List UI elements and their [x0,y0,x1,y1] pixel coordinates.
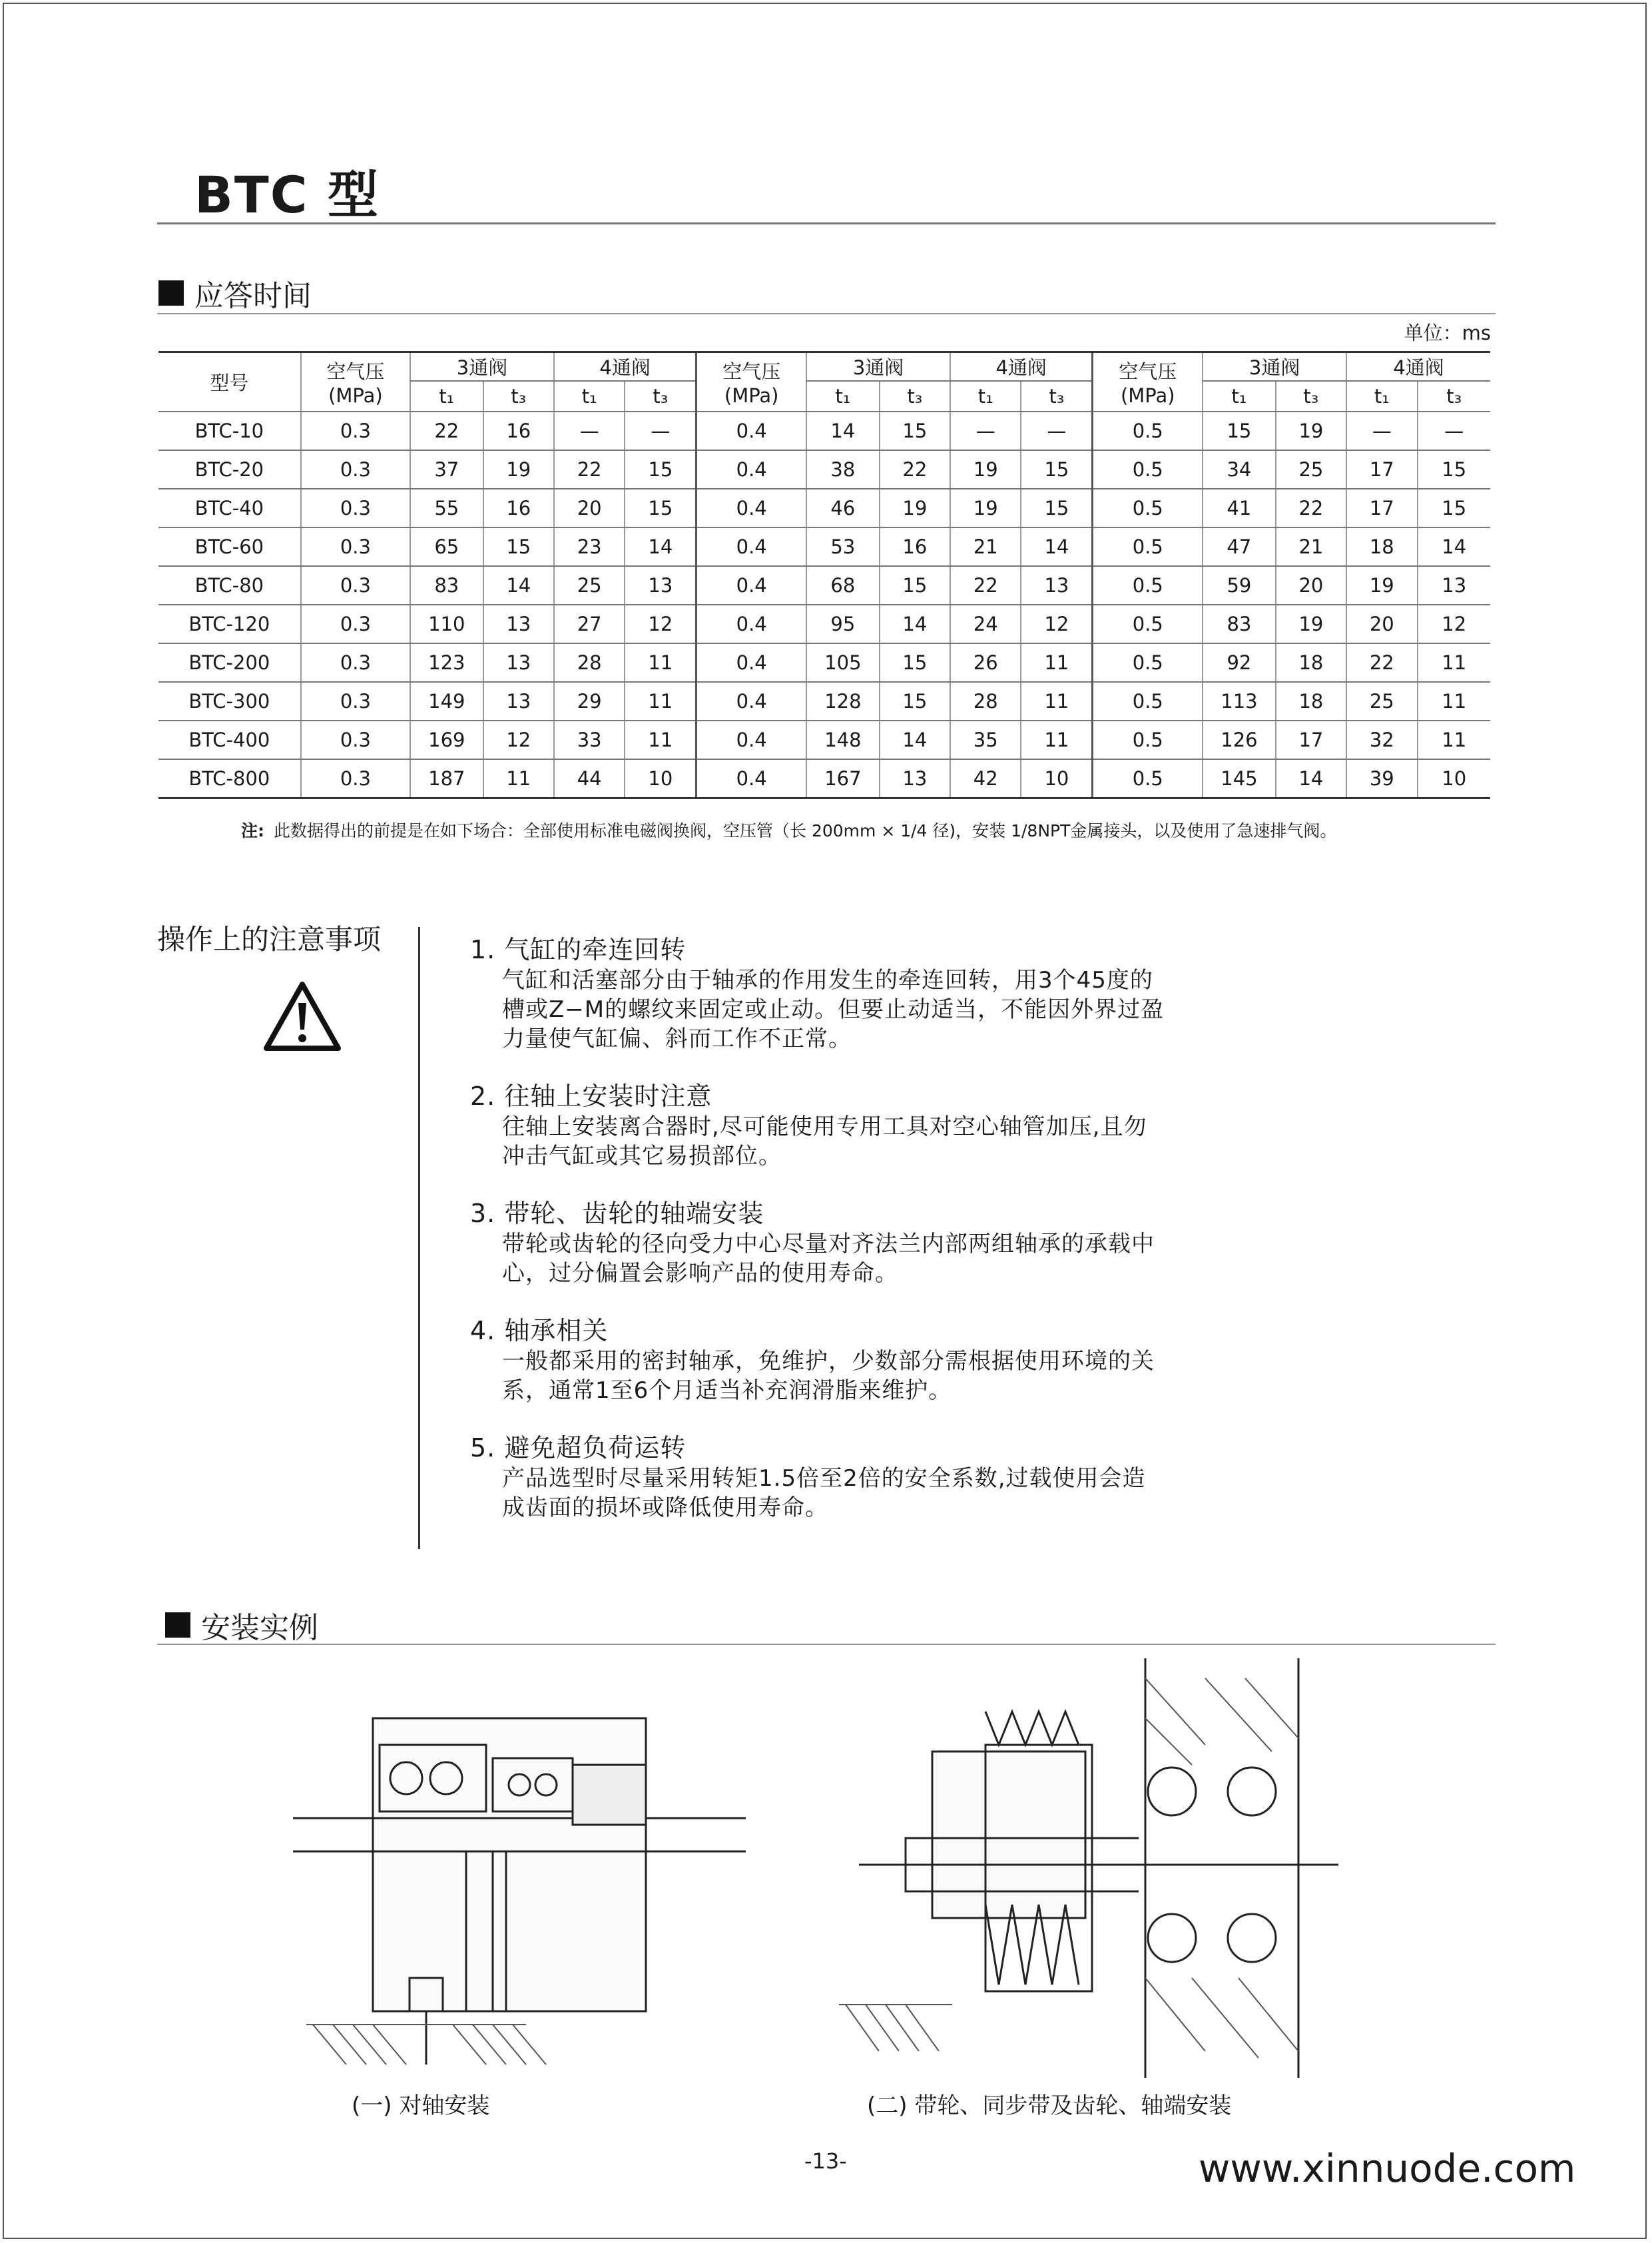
value-cell: — [950,412,1021,450]
value-cell: 15 [880,412,950,450]
value-cell: 37 [410,450,483,489]
value-cell: 15 [880,566,950,605]
value-cell: 0.5 [1093,566,1203,605]
list-item [470,1080,1296,1171]
value-cell: 41 [1203,489,1276,527]
value-cell: 14 [483,566,554,605]
install-rule [157,1644,1496,1645]
value-cell: 44 [554,759,625,799]
table-header-row [158,352,1490,382]
header-t3: t₃ [1276,381,1346,412]
header-4way-1: 4通阀 [554,352,696,382]
header-t1: t₁ [410,381,483,412]
value-cell: 10 [625,759,696,799]
value-cell: 105 [806,643,880,682]
value-cell: 13 [625,566,696,605]
header-3way-2: 3通阀 [806,352,950,382]
value-cell: 15 [1021,450,1092,489]
value-cell: 20 [1346,605,1417,643]
response-section-heading [158,272,312,314]
value-cell: — [625,412,696,450]
table-note [241,818,1336,842]
value-cell: 14 [1021,527,1092,566]
header-4way-2: 4通阀 [950,352,1093,382]
value-cell: 22 [880,450,950,489]
value-cell: 10 [1418,759,1490,799]
value-cell: 167 [806,759,880,799]
item-title: 2. 往轴上安装时注意 [470,1082,712,1111]
item-line: 心，过分偏置会影响产品的使用寿命。 [502,1260,898,1287]
table-row [158,412,1490,450]
table-body [158,412,1490,799]
value-cell: 22 [554,450,625,489]
item-line: 槽或Z−M的螺纹来固定或止动。但要止动适当，不能因外界过盈 [502,996,1165,1023]
value-cell: 128 [806,682,880,721]
value-cell: 11 [625,682,696,721]
table-row [158,759,1490,799]
header-t3: t₃ [880,381,950,412]
table-row [158,489,1490,527]
value-cell: 14 [1418,527,1490,566]
model-cell: BTC-300 [158,682,301,721]
shaft-install-diagram [293,1692,759,2078]
item-title: 4. 轴承相关 [470,1316,609,1345]
value-cell: 0.4 [696,605,806,643]
list-item [470,1315,1296,1405]
value-cell: 65 [410,527,483,566]
value-cell: 19 [483,450,554,489]
model-cell: BTC-20 [158,450,301,489]
header-t1: t₁ [1203,381,1276,412]
value-cell: 13 [880,759,950,799]
value-cell: 23 [554,527,625,566]
value-cell: 169 [410,721,483,759]
table-row [158,682,1490,721]
page-number: -13- [804,2148,847,2174]
warning-icon [261,979,344,1054]
value-cell: 68 [806,566,880,605]
value-cell: 0.5 [1093,450,1203,489]
list-item [470,934,1296,1054]
value-cell: 0.4 [696,759,806,799]
model-cell: BTC-400 [158,721,301,759]
header-t1: t₁ [554,381,625,412]
table-row [158,643,1490,682]
page-title: BTC 型 [194,165,380,224]
value-cell: 16 [483,489,554,527]
value-cell: 0.4 [696,682,806,721]
item-title: 5. 避免超负荷运转 [470,1433,687,1462]
model-cell: BTC-10 [158,412,301,450]
item-line: 气缸和活塞部分由于轴承的作用发生的牵连回转，用3个45度的 [502,967,1153,994]
header-t3: t₃ [1418,381,1490,412]
value-cell: — [1346,412,1417,450]
value-cell: 12 [483,721,554,759]
value-cell: 15 [880,643,950,682]
note-label: 注: [241,821,264,840]
value-cell: 11 [1418,682,1490,721]
value-cell: 14 [625,527,696,566]
value-cell: 14 [880,605,950,643]
unit-label: 单位：ms [1404,322,1491,344]
value-cell: 28 [554,643,625,682]
value-cell: 24 [950,605,1021,643]
value-cell: 0.3 [301,759,410,799]
install-heading-text: 安装实例 [201,1611,318,1645]
value-cell: 0.5 [1093,721,1203,759]
pulley-install-diagram [832,1652,1338,2078]
value-cell: 18 [1346,527,1417,566]
value-cell: 12 [1021,605,1092,643]
header-t1: t₁ [1346,381,1417,412]
value-cell: 12 [1418,605,1490,643]
header-air-pressure-3: 空气压 (MPa) [1093,352,1203,412]
value-cell: 110 [410,605,483,643]
value-cell: 11 [483,759,554,799]
item-line: 一般都采用的密封轴承，免维护，少数部分需根据使用环境的关 [502,1348,1155,1375]
value-cell: 0.3 [301,489,410,527]
section-square-icon [165,1612,190,1638]
value-cell: 14 [806,412,880,450]
item-title: 1. 气缸的牵连回转 [470,935,687,964]
value-cell: 21 [950,527,1021,566]
value-cell: 59 [1203,566,1276,605]
list-item [470,1197,1296,1288]
header-t3: t₃ [625,381,696,412]
value-cell: 11 [1021,643,1092,682]
table-row [158,605,1490,643]
value-cell: 0.5 [1093,489,1203,527]
value-cell: 15 [880,682,950,721]
note-text: 此数据得出的前提是在如下场合：全部使用标准电磁阀换阀，空压管（长 200mm × 1/4 径)，安装 1/8NPT金属接头，以及使用了急速排气阀。 [274,821,1337,840]
response-time-table [158,351,1490,799]
value-cell: 16 [880,527,950,566]
model-cell: BTC-200 [158,643,301,682]
value-cell: 16 [483,412,554,450]
value-cell: 19 [1276,605,1346,643]
item-line: 往轴上安装离合器时,尽可能使用专用工具对空心轴管加压,且勿 [502,1114,1147,1140]
value-cell: 145 [1203,759,1276,799]
value-cell: 15 [625,450,696,489]
model-cell: BTC-800 [158,759,301,799]
value-cell: 20 [554,489,625,527]
value-cell: 25 [1276,450,1346,489]
item-line: 力量使气缸偏、斜而工作不正常。 [502,1026,852,1052]
value-cell: 19 [1276,412,1346,450]
operation-divider [418,927,420,1549]
item-line: 产品选型时尽量采用转矩1.5倍至2倍的安全系数,过载使用会造 [502,1465,1146,1492]
list-item [470,1432,1296,1522]
section-square-icon [158,280,184,306]
value-cell: 55 [410,489,483,527]
value-cell: 15 [1418,450,1490,489]
value-cell: 20 [1276,566,1346,605]
value-cell: 17 [1276,721,1346,759]
value-cell: 187 [410,759,483,799]
operation-list [470,934,1296,1549]
value-cell: 17 [1346,489,1417,527]
value-cell: 13 [483,605,554,643]
value-cell: 0.3 [301,721,410,759]
value-cell: 83 [410,566,483,605]
value-cell: 123 [410,643,483,682]
value-cell: 33 [554,721,625,759]
value-cell: 0.4 [696,527,806,566]
value-cell: 0.4 [696,489,806,527]
value-cell: 0.4 [696,450,806,489]
value-cell: 149 [410,682,483,721]
value-cell: 22 [1346,643,1417,682]
value-cell: 113 [1203,682,1276,721]
header-model: 型号 [158,352,301,412]
value-cell: 35 [950,721,1021,759]
value-cell: 25 [554,566,625,605]
value-cell: 11 [625,721,696,759]
value-cell: 17 [1346,450,1417,489]
response-rule [157,313,1496,314]
value-cell: 126 [1203,721,1276,759]
header-t1: t₁ [950,381,1021,412]
value-cell: 0.3 [301,682,410,721]
value-cell: 10 [1021,759,1092,799]
value-cell: 0.5 [1093,605,1203,643]
caption-shaft-install: (一) 对轴安装 [352,2092,490,2119]
value-cell: 21 [1276,527,1346,566]
title-rule [157,222,1496,224]
value-cell: 19 [950,489,1021,527]
header-air-pressure-1: 空气压 (MPa) [301,352,410,412]
value-cell: 53 [806,527,880,566]
value-cell: 32 [1346,721,1417,759]
value-cell: 26 [950,643,1021,682]
value-cell: 0.3 [301,643,410,682]
value-cell: 34 [1203,450,1276,489]
value-cell: 18 [1276,682,1346,721]
value-cell: 92 [1203,643,1276,682]
value-cell: 19 [1346,566,1417,605]
response-heading-text: 应答时间 [194,279,312,313]
item-line: 系，通常1至6个月适当补充润滑脂来维护。 [502,1377,952,1404]
value-cell: 0.5 [1093,527,1203,566]
value-cell: 22 [410,412,483,450]
value-cell: 47 [1203,527,1276,566]
header-t1: t₁ [806,381,880,412]
value-cell: 42 [950,759,1021,799]
value-cell: 13 [1418,566,1490,605]
value-cell: 15 [1418,489,1490,527]
value-cell: 11 [1021,682,1092,721]
value-cell: 11 [625,643,696,682]
model-cell: BTC-120 [158,605,301,643]
value-cell: 13 [1021,566,1092,605]
value-cell: 15 [1203,412,1276,450]
caption-pulley-install: (二) 带轮、同步带及齿轮、轴端安装 [867,2092,1232,2119]
item-line: 带轮或齿轮的径向受力中心尽量对齐法兰内部两组轴承的承载中 [502,1231,1155,1257]
value-cell: 148 [806,721,880,759]
value-cell: 12 [625,605,696,643]
value-cell: 11 [1021,721,1092,759]
model-cell: BTC-60 [158,527,301,566]
value-cell: 0.4 [696,412,806,450]
value-cell: 0.4 [696,643,806,682]
table-row [158,721,1490,759]
header-4way-3: 4通阀 [1346,352,1490,382]
value-cell: 14 [1276,759,1346,799]
value-cell: 0.3 [301,412,410,450]
value-cell: 11 [1418,721,1490,759]
value-cell: 95 [806,605,880,643]
value-cell: 15 [483,527,554,566]
value-cell: 22 [950,566,1021,605]
item-line: 成齿面的损坏或降低使用寿命。 [502,1494,828,1521]
install-section-heading [165,1604,318,1646]
header-t3: t₃ [1021,381,1092,412]
value-cell: 38 [806,450,880,489]
value-cell: 0.3 [301,450,410,489]
value-cell: 0.3 [301,527,410,566]
value-cell: 39 [1346,759,1417,799]
value-cell: 28 [950,682,1021,721]
model-cell: BTC-80 [158,566,301,605]
value-cell: 27 [554,605,625,643]
value-cell: 0.3 [301,566,410,605]
item-line: 冲击气缸或其它易损部位。 [502,1143,782,1169]
table-row [158,527,1490,566]
value-cell: 0.5 [1093,759,1203,799]
table-row [158,566,1490,605]
value-cell: 0.4 [696,566,806,605]
header-3way-3: 3通阀 [1203,352,1346,382]
header-t3: t₃ [483,381,554,412]
value-cell: 15 [1021,489,1092,527]
operation-heading: 操作上的注意事项 [157,923,382,956]
value-cell: 46 [806,489,880,527]
value-cell: — [554,412,625,450]
value-cell: 25 [1346,682,1417,721]
value-cell: 0.5 [1093,412,1203,450]
item-title: 3. 带轮、齿轮的轴端安装 [470,1199,764,1228]
website-url[interactable]: www.xinnuode.com [1199,2146,1576,2191]
value-cell: 83 [1203,605,1276,643]
value-cell: 0.4 [696,721,806,759]
value-cell: 0.5 [1093,682,1203,721]
value-cell: 22 [1276,489,1346,527]
value-cell: 19 [950,450,1021,489]
table-row [158,450,1490,489]
value-cell: 13 [483,682,554,721]
value-cell: 19 [880,489,950,527]
value-cell: 13 [483,643,554,682]
value-cell: 14 [880,721,950,759]
header-air-pressure-2: 空气压 (MPa) [696,352,806,412]
value-cell: — [1021,412,1092,450]
value-cell: — [1418,412,1490,450]
value-cell: 0.3 [301,605,410,643]
model-cell: BTC-40 [158,489,301,527]
header-3way-1: 3通阀 [410,352,554,382]
value-cell: 18 [1276,643,1346,682]
value-cell: 29 [554,682,625,721]
value-cell: 11 [1418,643,1490,682]
value-cell: 0.5 [1093,643,1203,682]
value-cell: 15 [625,489,696,527]
